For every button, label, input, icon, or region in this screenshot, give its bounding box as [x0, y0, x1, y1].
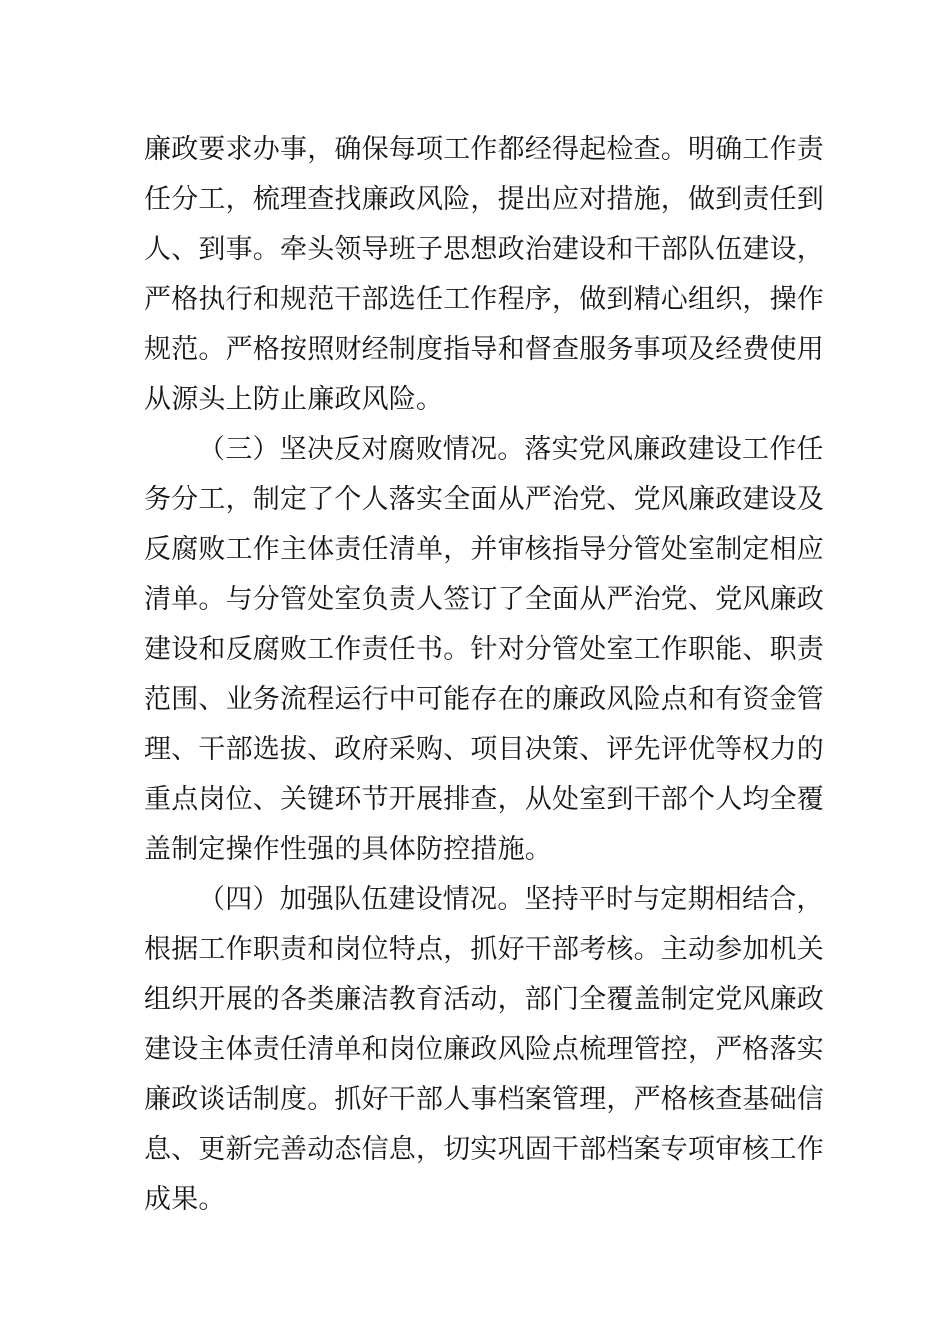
paragraph-line: 人、到事。牵头领导班子思想政治建设和干部队伍建设， [144, 234, 824, 265]
paragraph-line: 务分工，制定了个人落实全面从严治党、党风廉政建设及 [144, 484, 824, 515]
paragraph-line: 根据工作职责和岗位特点，抓好干部考核。主动参加机关 [144, 934, 824, 965]
paragraph-line: 规范。严格按照财经制度指导和督查服务事项及经费使用 [144, 334, 824, 365]
paragraph-line: 成果。 [144, 1184, 226, 1215]
paragraph-line: 重点岗位、关键环节开展排查，从处室到干部个人均全覆 [144, 784, 824, 815]
paragraph-line: 理、干部选拔、政府采购、项目决策、评先评优等权力的 [144, 734, 824, 765]
paragraph-line: 任分工，梳理查找廉政风险，提出应对措施，做到责任到 [144, 184, 824, 215]
section-heading-line: （三）坚决反对腐败情况。落实党风廉政建设工作任 [198, 434, 824, 465]
paragraph-line: 组织开展的各类廉洁教育活动，部门全覆盖制定党风廉政 [144, 984, 824, 1015]
paragraph-line: 建设主体责任清单和岗位廉政风险点梳理管控，严格落实 [144, 1034, 824, 1065]
paragraph-line: 从源头上防止廉政风险。 [144, 384, 444, 415]
paragraph-line: 盖制定操作性强的具体防控措施。 [144, 834, 552, 865]
paragraph-line: 息、更新完善动态信息，切实巩固干部档案专项审核工作 [144, 1134, 824, 1165]
paragraph-line: 反腐败工作主体责任清单，并审核指导分管处室制定相应 [144, 534, 824, 565]
paragraph-line: 严格执行和规范干部选任工作程序，做到精心组织，操作 [144, 284, 824, 315]
paragraph-line: 建设和反腐败工作责任书。针对分管处室工作职能、职责 [144, 634, 824, 665]
paragraph-line: 清单。与分管处室负责人签订了全面从严治党、党风廉政 [144, 584, 824, 615]
paragraph-line: 范围、业务流程运行中可能存在的廉政风险点和有资金管 [144, 684, 824, 715]
section-heading-line: （四）加强队伍建设情况。坚持平时与定期相结合， [198, 884, 824, 915]
paragraph-line: 廉政要求办事，确保每项工作都经得起检查。明确工作责 [144, 134, 824, 165]
paragraph-line: 廉政谈话制度。抓好干部人事档案管理，严格核查基础信 [144, 1084, 824, 1115]
